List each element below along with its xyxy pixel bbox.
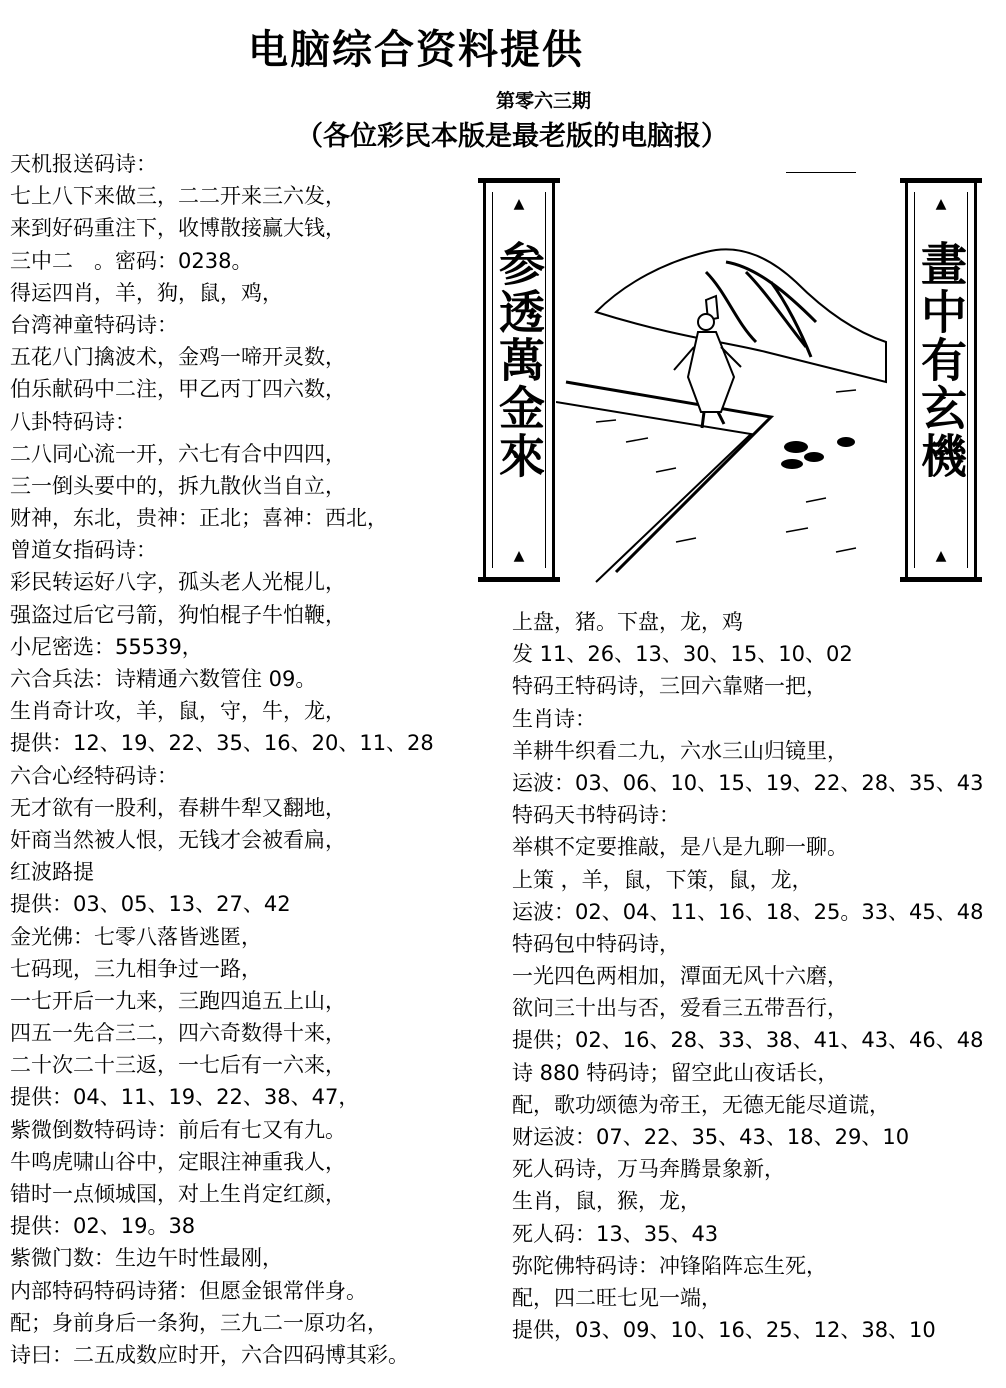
- text-line: 弥陀佛特码诗：冲锋陷阵忘生死，: [512, 1253, 827, 1278]
- text-line: 奸商当然被人恨，无钱才会被看扁，: [10, 827, 346, 852]
- landscape-illustration: [556, 172, 896, 592]
- rock: [781, 459, 803, 469]
- rock: [804, 452, 824, 462]
- text-line: 红波路提: [10, 860, 94, 885]
- text-line: 来到好码重注下，收博散接赢大钱，: [10, 216, 346, 241]
- text-line: 曾道女指码诗：: [10, 538, 157, 563]
- text-line: 特码包中特码诗，: [512, 931, 680, 956]
- text-line: 无才欲有一股利，春耕牛犁又翻地，: [10, 795, 346, 820]
- text-line: 生肖奇计攻，羊，鼠，守，牛，龙，: [10, 699, 346, 724]
- text-line: 上盘，猪。下盘，龙，鸡: [512, 610, 743, 634]
- issue-number: 第零六三期: [496, 90, 592, 112]
- text-line: 发 11、26、13、30、15、10、02: [512, 642, 853, 667]
- text-line: 三中二 。密码：0238。: [10, 248, 253, 273]
- arrow-up-icon: ▲: [513, 548, 525, 564]
- text-line: 紫微门数：生边午时性最刚，: [10, 1246, 283, 1271]
- text-line: 提供：12、19、22、35、16、20、11、28: [10, 731, 434, 756]
- page-subtitle: （各位彩民本版是最老版的电脑报）: [296, 121, 728, 152]
- text-line: 内部特码特码诗猪：但愿金银常伴身。: [10, 1278, 367, 1303]
- right-scroll: [905, 182, 977, 578]
- text-line: 诗 880 特码诗；留空此山夜话长，: [512, 1060, 839, 1085]
- text-line: 强盗过后它弓箭，狗怕棍子牛怕鞭，: [10, 602, 346, 627]
- text-line: 提供；02、16、28、33、38、41、43、46、48: [512, 1028, 984, 1053]
- text-line: 错时一点倾城国，对上生肖定红颜，: [10, 1182, 346, 1206]
- text-line: 运波：02、04、11、16、18、25。33、45、48: [512, 899, 984, 924]
- arrow-up-icon: ▲: [935, 196, 947, 212]
- text-line: 财运波：07、22、35、43、18、29、10: [512, 1125, 910, 1149]
- text-line: 二十次二十三返，一七后有一六来，: [10, 1053, 346, 1078]
- text-line: 牛鸣虎啸山谷中，定眼注神重我人，: [10, 1149, 346, 1174]
- text-line: 一七开后一九来，三跑四追五上山，: [10, 988, 346, 1013]
- text-line: 生肖，鼠，猴，龙，: [512, 1189, 701, 1214]
- text-line: 提供：04、11、19、22、38、47，: [10, 1085, 360, 1110]
- left-scroll-text: 参透萬金來: [492, 240, 546, 480]
- text-line: 伯乐献码中二注，甲乙丙丁四六数，: [10, 377, 346, 402]
- text-line: 二八同心流一开，六七有合中四四，: [10, 441, 346, 466]
- left-column: [10, 148, 500, 1371]
- text-line: 小尼密选：55539，: [10, 634, 203, 659]
- text-line: 提供：03、05、13、27、42: [10, 892, 291, 917]
- text-line: 上策 ，羊，鼠，下策，鼠，龙，: [512, 867, 813, 892]
- left-scroll: [483, 182, 555, 578]
- text-line: 得运四肖，羊，狗，鼠，鸡，: [10, 280, 283, 305]
- text-line: 提供，03、09、10、16、25、12、38、10: [512, 1318, 936, 1343]
- text-line: 财神，东北，贵神：正北；喜神：西北，: [10, 506, 388, 531]
- text-line: 运波：03、06、10、15、19、22、28、35、43: [512, 770, 984, 795]
- arrow-up-icon: ▲: [513, 196, 525, 212]
- text-line: 一光四色两相加，潭面无风十六磨，: [512, 964, 848, 989]
- text-line: 八卦特码诗：: [10, 409, 136, 434]
- text-line: 配，歌功颂德为帝王，无德无能尽道谎，: [512, 1092, 890, 1117]
- page-title: 电脑综合资料提供: [248, 27, 584, 73]
- text-line: 特码天书特码诗：: [512, 803, 680, 828]
- text-line: 提供：02、19。38: [10, 1214, 196, 1239]
- text-line: 配，四二旺七见一端，: [512, 1285, 722, 1310]
- text-line: 彩民转运好八字，孤头老人光棍儿，: [10, 570, 346, 595]
- text-line: 死人码诗，万马奔腾景象新，: [512, 1157, 785, 1182]
- text-line: 金光佛：七零八落皆逃匿，: [10, 924, 262, 949]
- text-line: 特码王特码诗，三回六靠赌一把，: [512, 674, 827, 699]
- rock: [837, 437, 855, 447]
- text-line: 天机报送码诗：: [10, 152, 157, 176]
- text-line: 四五一先合三二，四六奇数得十来，: [10, 1021, 346, 1046]
- road-edge: [556, 402, 751, 582]
- text-line: 配；身前身后一条狗，三九二一原功名，: [10, 1310, 388, 1335]
- text-line: 诗曰：二五成数应时开，六合四码博其彩。: [10, 1342, 409, 1367]
- text-line: 羊耕牛织看二九，六水三山归镜里，: [512, 738, 848, 763]
- rock: [784, 441, 808, 453]
- text-line: 生肖诗：: [512, 706, 596, 731]
- text-line: 七码现，三九相争过一路，: [10, 956, 262, 981]
- text-line: 欲问三十出与否，爱看三五带吾行，: [512, 996, 848, 1021]
- right-scroll-text: 畫中有玄機: [914, 240, 968, 480]
- text-line: 六合兵法：诗精通六数管住 09。: [10, 667, 317, 691]
- hill-shape: [596, 249, 886, 382]
- right-column: [512, 606, 1002, 1346]
- arrow-up-icon: ▲: [935, 548, 947, 564]
- text-line: 死人码：13、35、43: [512, 1221, 719, 1246]
- text-line: 七上八下来做三，二二开来三六发，: [10, 184, 346, 209]
- text-line: 三一倒头要中的，拆九散伙当自立，: [10, 473, 346, 498]
- road-edge: [566, 382, 771, 572]
- text-line: 五花八门擒波术，金鸡一啼开灵数，: [10, 345, 346, 370]
- text-line: 台湾神童特码诗：: [10, 312, 178, 337]
- text-line: 六合心经特码诗：: [10, 763, 178, 788]
- text-line: 举棋不定要推敲，是八是九聊一聊。: [512, 835, 848, 860]
- text-line: 紫微倒数特码诗：前后有七又有九。: [10, 1117, 346, 1142]
